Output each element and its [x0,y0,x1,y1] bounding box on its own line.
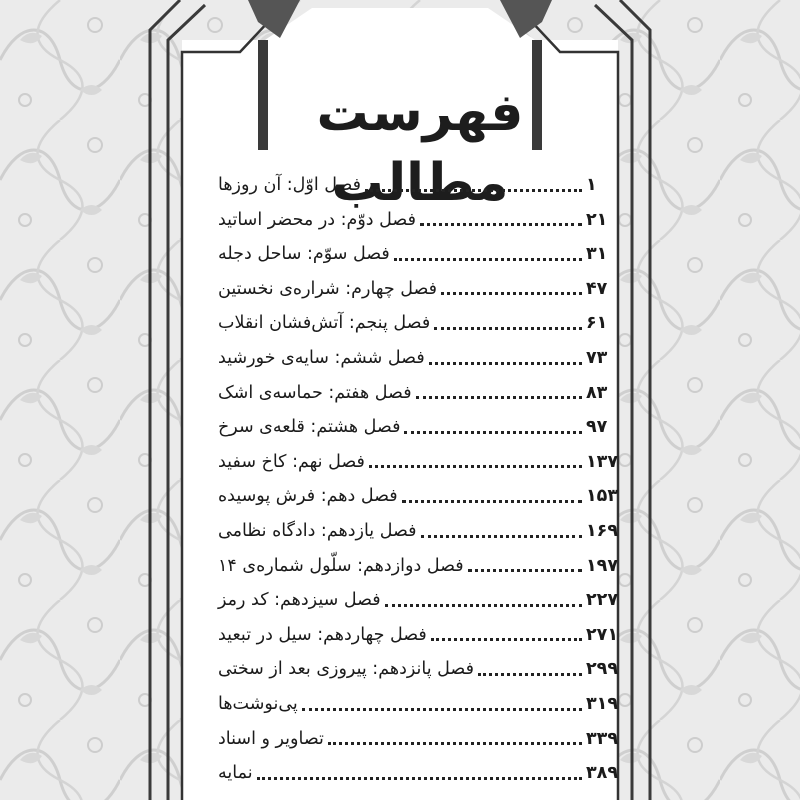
toc-page-number: ۳۳۹ [586,728,619,749]
toc-page-number: ۱۳۷ [586,451,619,472]
toc-entry[interactable] [218,272,626,306]
dot-leader [421,535,583,538]
toc-entry[interactable] [218,756,626,790]
toc-entry[interactable] [218,583,626,617]
toc-entry[interactable] [218,549,626,583]
toc-entry[interactable] [218,618,626,652]
dot-leader [429,362,582,365]
dot-leader [478,673,582,676]
toc-page-number: ۱۹۷ [586,555,619,576]
toc-entry-label: فصل چهاردهم: سیل در تبعید [218,624,427,645]
toc-page-number: ۱۶۹ [586,521,619,541]
toc-entry[interactable] [218,479,626,513]
toc-entry-label: فصل چهارم: شراره‌ی نخستین [218,278,438,299]
toc-entry-label: فصل پنجم: آتش‌فشان انقلاب [218,313,431,334]
toc-entry-label: فصل دهم: فرش پوسیده [218,486,398,507]
page-title: فهرست مطالب [316,83,524,213]
toc-page-number: ۴۷ [586,278,608,299]
dot-leader [468,569,582,572]
toc-entry[interactable] [218,687,626,721]
dot-leader [385,604,582,607]
toc-entry-label: فصل پانزدهم: پیروزی بعد از سختی [218,659,474,680]
toc-page-number: ۳۸۹ [586,763,619,784]
dot-leader [328,742,582,745]
dot-leader [369,465,582,468]
toc-entry-label: پی‌نوشت‌ها [218,694,298,714]
toc-entry[interactable] [218,410,626,444]
toc-entry[interactable] [218,514,626,548]
dot-leader [365,189,582,192]
toc-entry[interactable] [218,168,626,202]
toc-page-number: ۳۱ [586,244,608,265]
dot-leader [404,431,582,434]
toc-entry[interactable] [218,722,626,756]
toc-entry[interactable] [218,306,626,340]
dot-leader [257,777,582,780]
toc-page-number: ۸۳ [586,382,608,403]
toc-entry-label: فصل اوّل: آن روزها [218,175,362,195]
toc-entry-label: فصل ششم: سایه‌ی خورشید [218,348,425,368]
dot-leader [434,327,582,330]
dot-leader [402,500,582,503]
dot-leader [420,223,582,226]
toc-entry[interactable] [218,652,626,686]
toc-page-number: ۲۷۱ [586,624,619,645]
toc-page-number: ۲۱ [586,209,608,230]
dot-leader [416,396,582,399]
toc-entry-label: فصل یازدهم: دادگاه نظامی [218,521,417,541]
dot-leader [302,708,582,711]
toc-page-number: ۱۵۳ [586,486,619,507]
toc-page-number: ۱ [586,175,597,195]
toc-entry-label: فصل دوّم: در محضر اساتید [218,209,416,230]
toc-page-number: ۹۷ [586,417,608,438]
toc-entry[interactable] [218,445,626,479]
dot-leader [431,638,582,641]
dot-leader [394,258,582,261]
toc-page-number: ۲۹۹ [586,659,619,680]
toc-page-number: ۶۱ [586,313,608,334]
toc-entry-label: فصل سیزدهم: کد رمز [218,590,381,611]
toc-entry-label: تصاویر و اسناد [218,728,324,749]
toc-entry-label: فصل هفتم: حماسه‌ی اشک [218,382,412,403]
toc-entry[interactable] [218,341,626,375]
toc-page-number: ۲۲۷ [586,590,619,611]
toc-entry-label: فصل نهم: کاخ سفید [218,451,365,472]
toc-entry-label: فصل هشتم: قلعه‌ی سرخ [218,417,401,438]
toc-entry-label: فصل دوازدهم: سلّول شماره‌ی ۱۴ [218,555,464,576]
toc-entry-label: فصل سوّم: ساحل دجله [218,244,390,265]
toc-entry[interactable] [218,203,626,237]
toc-entry[interactable] [218,376,626,410]
toc-page-number: ۷۳ [586,348,608,368]
toc-page-number: ۳۱۹ [586,694,619,714]
toc-entry-label: نمایه [218,763,253,784]
dot-leader [441,292,582,295]
toc-entry[interactable] [218,237,626,271]
